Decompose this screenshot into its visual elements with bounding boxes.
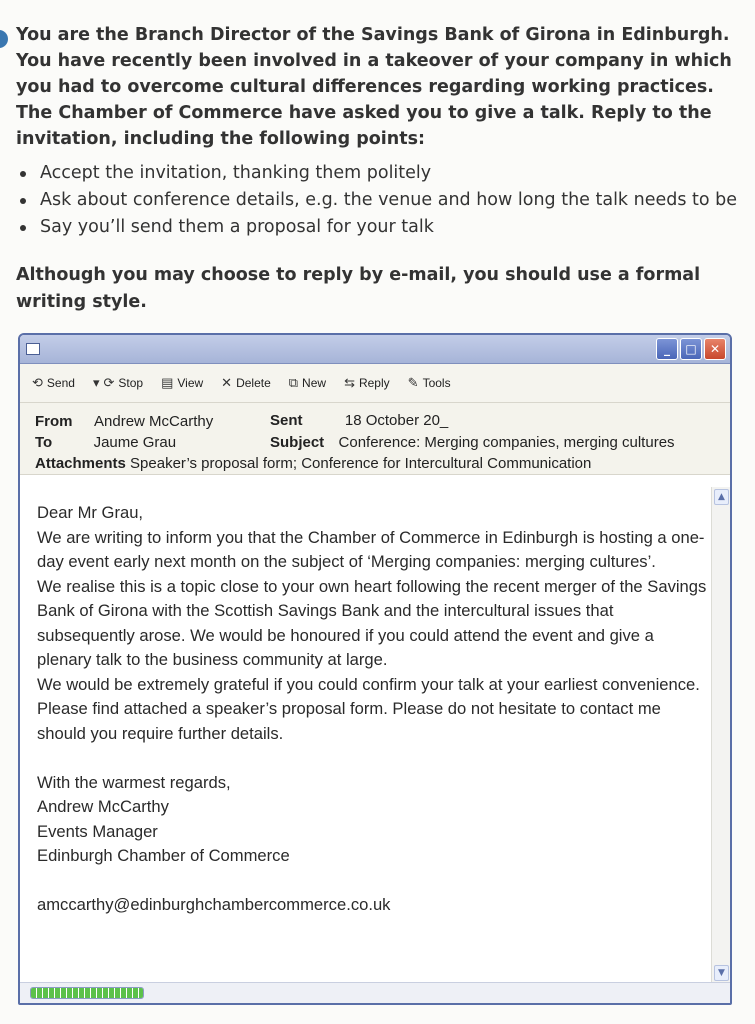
signature-org: Edinburgh Chamber of Commerce — [37, 846, 290, 865]
view-icon: ▤ — [161, 375, 174, 390]
task-point: Ask about conference details, e.g. the venue and how long the talk needs to be — [18, 187, 738, 214]
minimize-button[interactable]: _ — [656, 338, 678, 360]
new-icon: ⧉ — [288, 375, 299, 390]
signature-role: Events Manager — [37, 821, 158, 841]
send-button[interactable] — [32, 375, 75, 391]
subject-label: Subject — [270, 434, 325, 451]
to-label: To — [35, 434, 53, 451]
signature-email[interactable]: amccarthy@edinburghchambercommerce.co.uk — [37, 895, 391, 914]
task-note: Although you may choose to reply by e-mail, you should use a formal writing style. — [16, 265, 701, 312]
task-points — [18, 160, 738, 241]
scroll-down-icon[interactable]: ▼ — [714, 965, 729, 981]
scrollbar[interactable] — [711, 487, 730, 983]
paragraph: We would be extremely grateful if you could confirm your talk at your earliest convenience. Please find attached a speaker’s proposal form. Please do not hesitate to contact me should you require further details. — [37, 674, 700, 743]
status-bar — [20, 982, 730, 1003]
new-button[interactable] — [289, 375, 326, 391]
attachments-label: Attachments — [35, 455, 126, 472]
task-point: Accept the invitation, thanking them politely — [18, 160, 738, 187]
sent-label: Sent — [270, 412, 303, 429]
new-label: New — [302, 376, 327, 390]
title-bar — [20, 335, 730, 364]
message-header — [20, 403, 730, 475]
close-button[interactable]: ✕ — [704, 338, 726, 360]
send-icon: ⟲ — [32, 375, 43, 390]
maximize-button[interactable]: □ — [680, 338, 702, 360]
window-controls — [656, 338, 726, 360]
greeting: Dear Mr Grau, — [37, 503, 144, 522]
stop-button[interactable] — [93, 375, 143, 391]
attachments-value[interactable]: Speaker’s proposal form; Conference for Intercultural Communication — [130, 455, 592, 472]
progress-fill — [31, 988, 143, 998]
stop-icon: ⟳ — [103, 375, 115, 390]
progress-bar — [30, 987, 144, 999]
to-value: Jaume Grau — [93, 434, 177, 451]
view-label: View — [177, 376, 204, 390]
scroll-up-icon[interactable]: ▲ — [714, 489, 729, 505]
delete-icon: ✕ — [221, 375, 233, 390]
closing: With the warmest regards, — [37, 772, 231, 792]
signature-name: Andrew McCarthy — [37, 797, 169, 816]
reply-icon: ⇆ — [344, 375, 355, 390]
stop-label: Stop — [118, 376, 144, 390]
reply-button[interactable] — [344, 375, 390, 391]
tools-icon: ✎ — [407, 375, 419, 390]
paragraph: We realise this is a topic close to your own heart following the recent merger of the Savings Bank of Girona with the Scottish Savings Bank and the intercultural issues that subsequently arose. We would be honoured if you could attend the event and give a plenary talk to the business community at large. — [37, 576, 707, 669]
tools-button[interactable] — [408, 375, 451, 391]
from-label: From — [35, 413, 73, 430]
paragraph: We are writing to inform you that the Chamber of Commerce in Edinburgh is hosting a one-day event early next month on the subject of ‘Merging companies: merging cultures’. — [37, 527, 705, 571]
dropdown-arrow-icon: ▾ — [92, 375, 100, 390]
send-label: Send — [46, 376, 75, 390]
task-instructions: You are the Branch Director of the Savings Bank of Girona in Edinburgh. You have recently been involved in a takeover of your company in which you had to overcome cultural differences regarding working practices. The Chamber of Commerce have asked you to give a talk. Reply to the invitation, including the following points: — [16, 25, 732, 149]
subject-value: Conference: Merging companies, merging cultures — [338, 434, 675, 451]
task-point: Say you’ll send them a proposal for your talk — [18, 214, 738, 241]
delete-label: Delete — [236, 376, 271, 390]
toolbar — [20, 364, 730, 403]
from-value: Andrew McCarthy — [94, 413, 214, 430]
section-marker — [0, 30, 8, 48]
sent-value: 18 October 20_ — [344, 412, 449, 429]
reply-label: Reply — [358, 376, 390, 390]
tools-label: Tools — [422, 376, 451, 390]
message-body — [20, 487, 712, 983]
email-window — [18, 333, 732, 1005]
view-button[interactable] — [161, 375, 203, 391]
delete-button[interactable] — [221, 375, 271, 391]
window-icon — [26, 343, 40, 355]
